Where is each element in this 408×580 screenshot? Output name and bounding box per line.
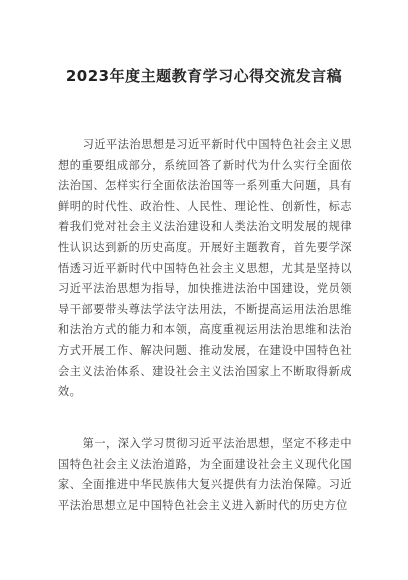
document-title: 2023年度主题教育学习心得交流发言稿	[65, 67, 343, 85]
paragraph-2: 第一，深入学习贯彻习近平法治思想，坚定不移走中国特色社会主义法治道路，为全面建设社会主义现代化国家、全面推进中华民族伟大复兴提供有力法治保障。习近平法治思想立足中国特色社会主义进入新时代的历史方位	[58, 437, 352, 512]
paragraph-1: 习近平法治思想是习近平新时代中国特色社会主义思想的重要组成部分，系统回答了新时代为什么实行全面依法治国、怎样实行全面依法治国等一系列重大问题，具有鲜明的时代性、政治性、人民性、理论性、创新性，标志着我们党对社会主义法治建设和人类法治文明发展的规律性认识达到新的历史高度。开展好主题教育，首先要学深悟透习近平新时代中国特色社会主义思想，尤其是坚持以习近平法治思想为指导，加快推进法治中国建设，党员领导干部要带头尊法学法守法用法，不断提高运用法治思维和法治方式的能力和本领，高度重视运用法治思维和法治方式开展工作、解决问题、推动发展，在建设中国特色社会主义法治体系、建设社会主义法治国家上不断取得新成效。	[58, 138, 352, 399]
